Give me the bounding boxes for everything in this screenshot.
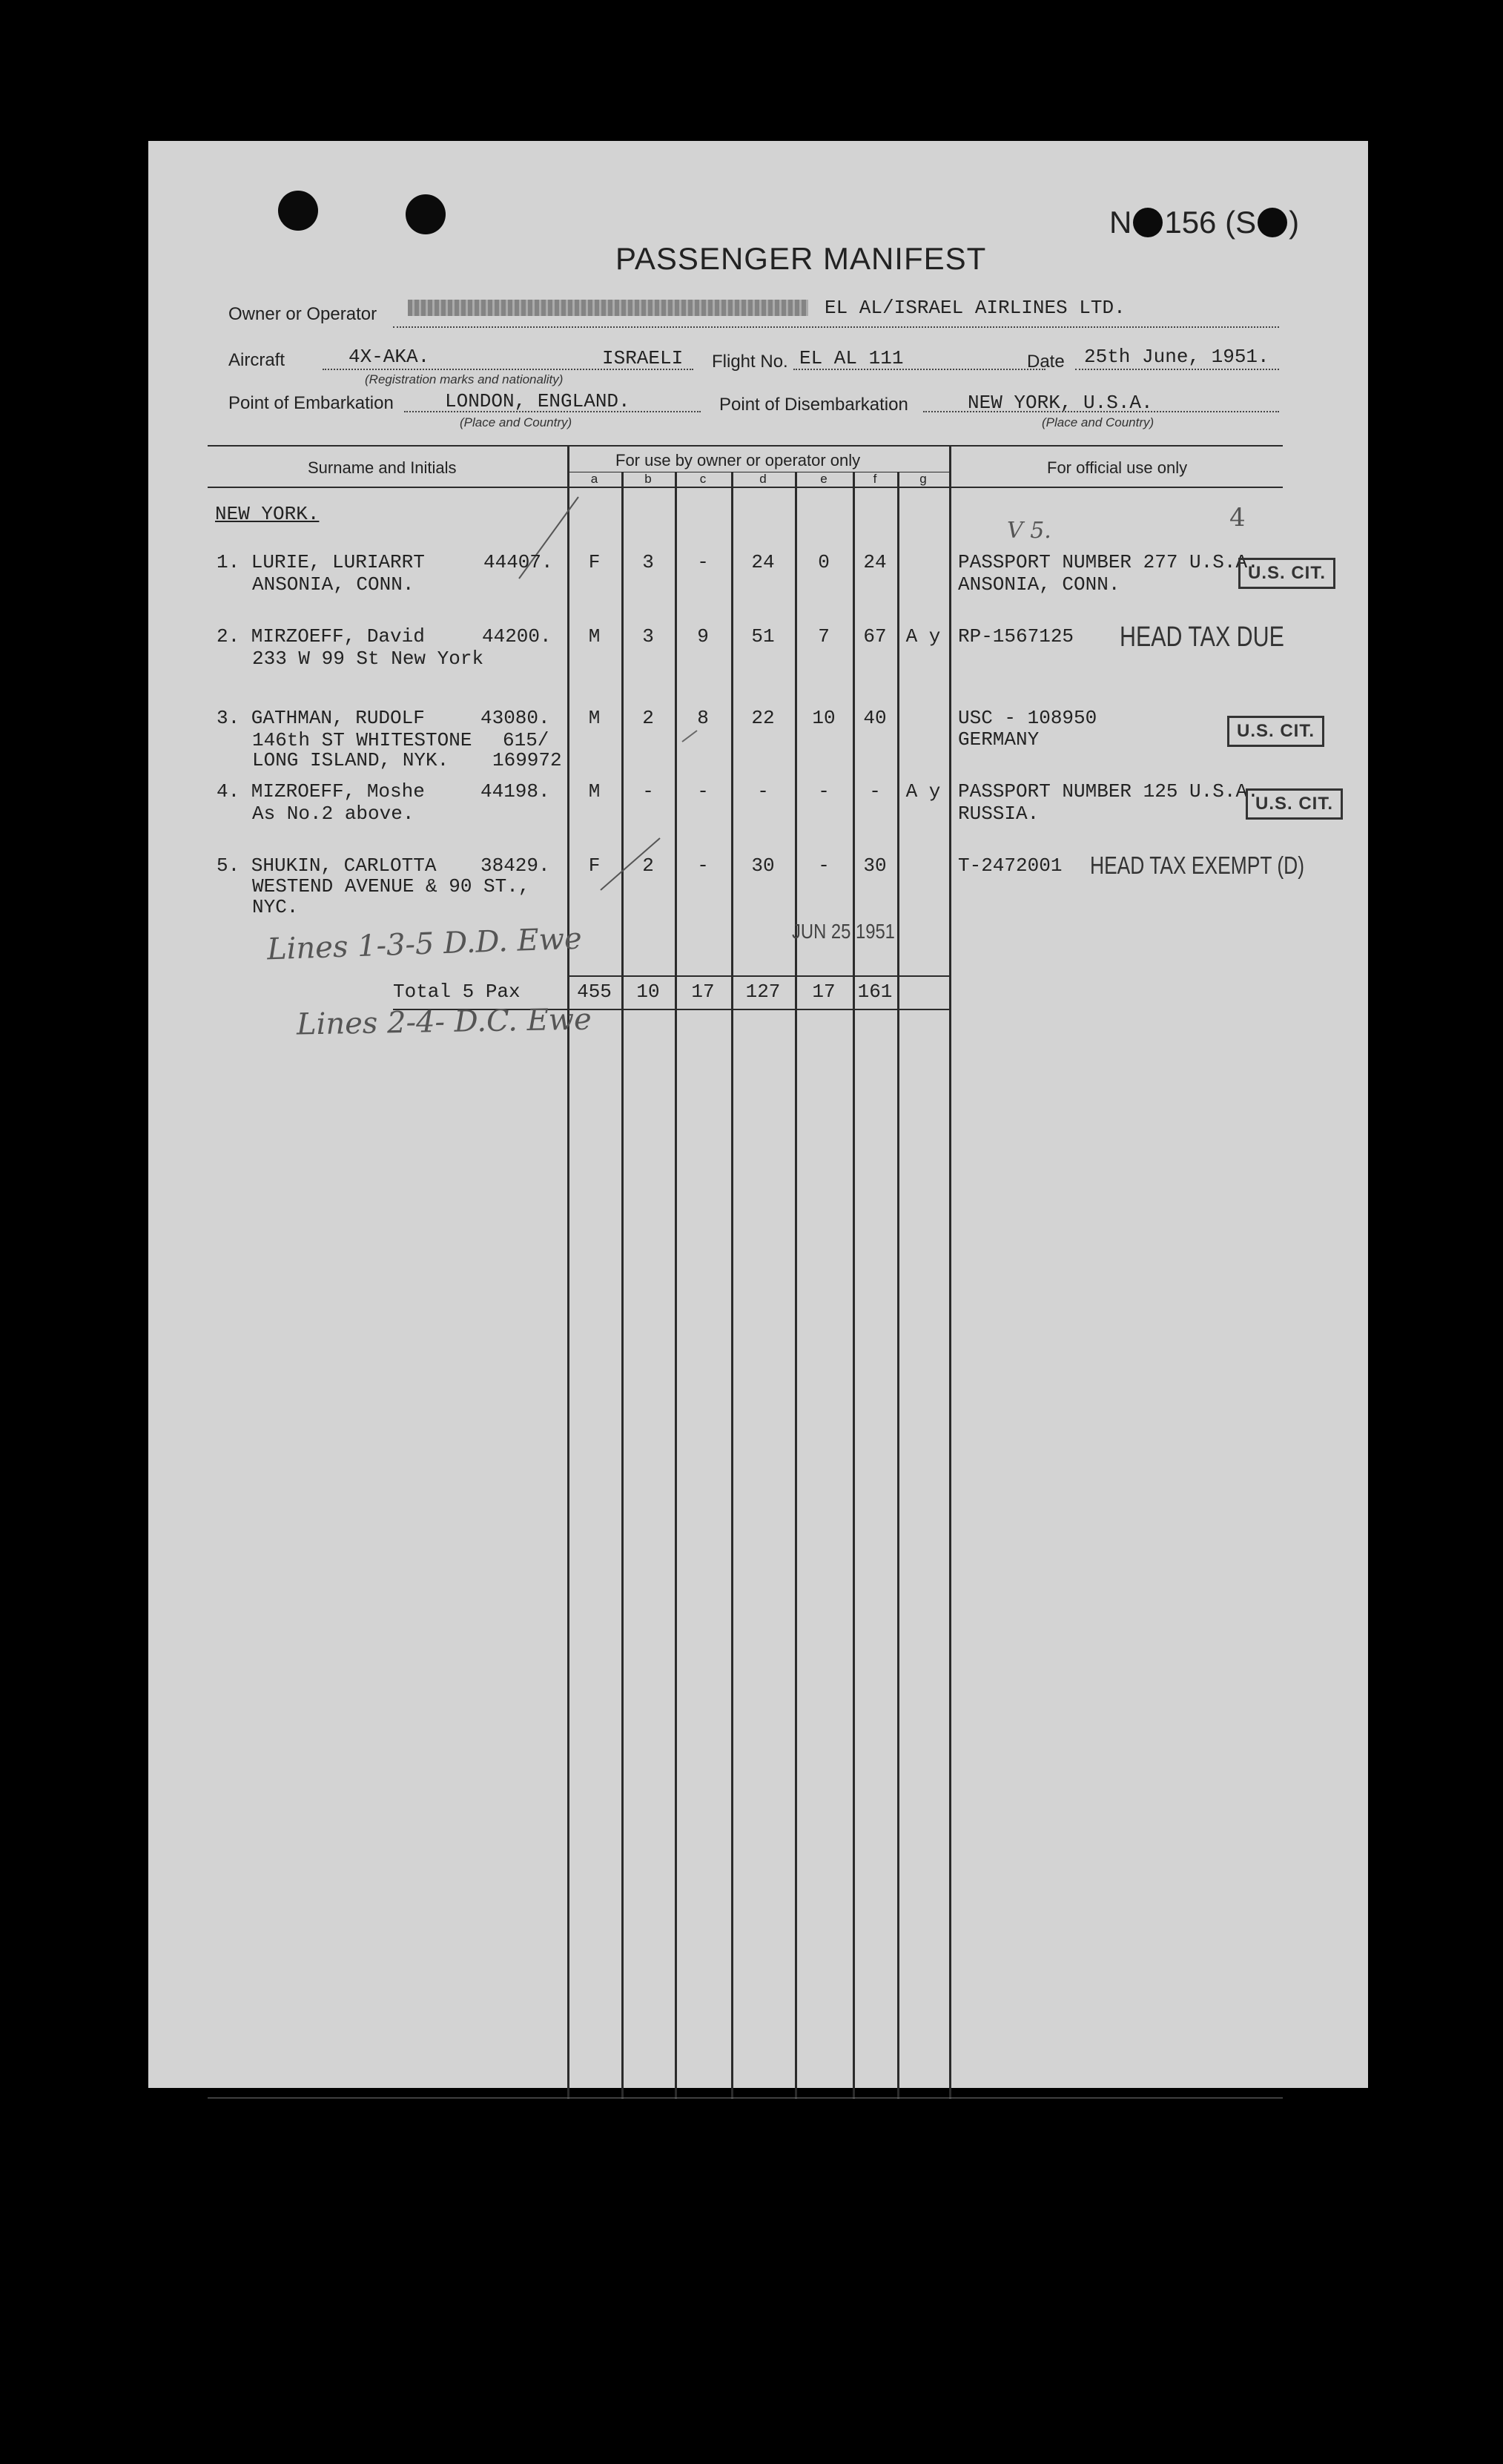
- disembark-underline: [923, 411, 1279, 412]
- row-1-address: ANSONIA, CONN.: [252, 573, 414, 596]
- row-1-e: 0: [818, 551, 830, 573]
- total-e: 17: [812, 981, 836, 1003]
- row-2-a: M: [588, 625, 601, 648]
- row-4-g: A y: [905, 780, 941, 803]
- row-4-number: 44198.: [480, 780, 550, 803]
- row-5-c: -: [697, 854, 709, 877]
- row-4-d: -: [757, 780, 769, 803]
- row-1-official-1: PASSPORT NUMBER 277 U.S.A.: [958, 551, 1259, 573]
- row-2-name: 2. MIRZOEFF, David: [217, 625, 425, 648]
- row-3-e: 10: [812, 707, 836, 729]
- row-1-c: -: [697, 551, 709, 573]
- owner-label: Owner or Operator: [228, 304, 377, 324]
- row-5-f: 30: [863, 854, 887, 877]
- aircraft-underline: [323, 369, 693, 370]
- row-3-address: 146th ST WHITESTONE: [252, 729, 472, 751]
- row-1-b: 3: [642, 551, 654, 573]
- row-1-us-cit-stamp: U.S. CIT.: [1238, 558, 1335, 589]
- sub-header-c: c: [699, 472, 707, 486]
- total-b: 10: [636, 981, 660, 1003]
- row-4-official-2: RUSSIA.: [958, 803, 1040, 825]
- totals-top-line: [567, 975, 949, 977]
- row-5-official-1: T-2472001: [958, 854, 1063, 877]
- row-1-d: 24: [751, 551, 775, 573]
- row-3-c: 8: [697, 707, 709, 729]
- owner-underline: [393, 326, 1279, 328]
- sub-header-g: g: [919, 472, 927, 486]
- row-1-a: F: [588, 551, 601, 573]
- col-header-official: For official use only: [1047, 458, 1188, 477]
- total-a: 455: [577, 981, 612, 1003]
- row-5-address-2: NYC.: [252, 896, 299, 918]
- aircraft-label: Aircraft: [228, 350, 285, 370]
- col-header-owner: For use by owner or operator only: [615, 451, 861, 470]
- date-label: Date: [1027, 352, 1065, 372]
- table-top-line: [208, 445, 1283, 447]
- col-divider-g: [949, 445, 951, 2099]
- row-3-number: 43080.: [480, 707, 550, 729]
- row-4-address: As No.2 above.: [252, 803, 414, 825]
- row-4-f: -: [869, 780, 881, 803]
- row-1-number: 44407.: [483, 551, 553, 573]
- owner-value: EL AL/ISRAEL AIRLINES LTD.: [825, 297, 1126, 319]
- aircraft-value: 4X-AKA.: [349, 346, 430, 368]
- page-title: PASSENGER MANIFEST: [615, 241, 987, 276]
- sub-header-d: d: [759, 472, 767, 486]
- row-5-e: -: [818, 854, 830, 877]
- row-5-d: 30: [751, 854, 775, 877]
- sub-header-a: a: [590, 472, 598, 486]
- row-1-name: 1. LURIE, LURIARRT: [217, 551, 425, 573]
- date-value: 25th June, 1951.: [1084, 346, 1269, 368]
- row-2-number: 44200.: [482, 625, 552, 648]
- row-1-f: 24: [863, 551, 887, 573]
- row-4-c: -: [697, 780, 709, 803]
- total-label: Total 5 Pax: [393, 981, 521, 1003]
- disembark-caption: (Place and Country): [1042, 415, 1154, 429]
- row-3-b: 2: [642, 707, 654, 729]
- punch-hole-number: [1133, 208, 1163, 237]
- row-4-b: -: [642, 780, 654, 803]
- embark-caption: (Place and Country): [460, 415, 572, 429]
- row-2-b: 3: [642, 625, 654, 648]
- row-5-a: F: [588, 854, 601, 877]
- row-4-e: -: [818, 780, 830, 803]
- row-2-head-tax-due-stamp: HEAD TAX DUE: [1120, 622, 1284, 653]
- flight-underline: [793, 369, 1046, 370]
- row-5-address: WESTEND AVENUE & 90 ST.,: [252, 875, 530, 897]
- manifest-number: N 156 (S ): [1109, 205, 1300, 240]
- col-header-surname: Surname and Initials: [308, 458, 457, 477]
- section-new-york: NEW YORK.: [215, 503, 320, 525]
- date-underline: [1075, 369, 1279, 370]
- row-5-b: 2: [642, 854, 654, 877]
- row-2-f: 67: [863, 625, 887, 648]
- row-2-official-1: RP-1567125: [958, 625, 1074, 648]
- official-top-note: V 5.: [1007, 518, 1051, 544]
- disembark-value: NEW YORK, U.S.A.: [968, 392, 1153, 414]
- owner-struck-text: [408, 300, 808, 316]
- registration-caption: (Registration marks and nationality): [365, 372, 564, 386]
- punch-hole-left: [278, 191, 318, 231]
- embark-value: LONDON, ENGLAND.: [445, 390, 630, 412]
- row-2-d: 51: [751, 625, 775, 648]
- row-2-e: 7: [818, 625, 830, 648]
- total-f: 161: [857, 981, 893, 1003]
- handwritten-note-2: Lines 2-4- D.C. Ewe: [296, 1002, 592, 1042]
- row-3-address-2: LONG ISLAND, NYK.: [252, 749, 449, 771]
- row-4-name: 4. MIZROEFF, Moshe: [217, 780, 425, 803]
- row-3-address-num: 615/: [503, 729, 549, 751]
- row-3-address-2-num: 169972: [492, 749, 562, 771]
- row-4-a: M: [588, 780, 601, 803]
- row-3-name: 3. GATHMAN, RUDOLF: [217, 707, 425, 729]
- row-4-official-1: PASSPORT NUMBER 125 U.S.A.: [958, 780, 1259, 803]
- punch-hole-number-2: [1258, 208, 1287, 237]
- disembark-label: Point of Disembarkation: [719, 395, 908, 415]
- row-2-address: 233 W 99 St New York: [252, 648, 484, 670]
- handwritten-note-1: Lines 1-3-5 D.D. Ewe: [266, 921, 583, 967]
- row-3-official-2: GERMANY: [958, 728, 1040, 751]
- row-1-official-2: ANSONIA, CONN.: [958, 573, 1120, 596]
- flight-label: Flight No.: [712, 352, 788, 372]
- nationality-value: ISRAELI: [602, 347, 684, 369]
- sub-header-b: b: [644, 472, 652, 486]
- sub-header-f: f: [873, 472, 877, 486]
- total-c: 17: [691, 981, 715, 1003]
- row-3-us-cit-stamp: U.S. CIT.: [1227, 716, 1324, 747]
- row-4-us-cit-stamp: U.S. CIT.: [1246, 788, 1343, 820]
- manifest-page: [148, 141, 1368, 2088]
- row-2-c: 9: [697, 625, 709, 648]
- row-5-name: 5. SHUKIN, CARLOTTA: [217, 854, 437, 877]
- col-divider-f: [897, 472, 899, 2099]
- official-top-number: 4: [1229, 503, 1246, 533]
- table-header-line: [208, 487, 1283, 488]
- row-5-head-tax-exempt-stamp: HEAD TAX EXEMPT (D): [1090, 851, 1304, 879]
- total-d: 127: [745, 981, 781, 1003]
- row-2-g: A y: [905, 625, 941, 648]
- punch-hole-right: [406, 194, 446, 234]
- row-5-number: 38429.: [480, 854, 550, 877]
- embark-label: Point of Embarkation: [228, 393, 394, 413]
- row-3-official-1: USC - 108950: [958, 707, 1097, 729]
- row-3-f: 40: [863, 707, 887, 729]
- row-3-a: M: [588, 707, 601, 729]
- row-3-d: 22: [751, 707, 775, 729]
- sub-header-e: e: [820, 472, 828, 486]
- date-received-stamp: JUN 25 1951: [792, 920, 895, 943]
- embark-underline: [404, 411, 701, 412]
- flight-value: EL AL 111: [799, 347, 904, 369]
